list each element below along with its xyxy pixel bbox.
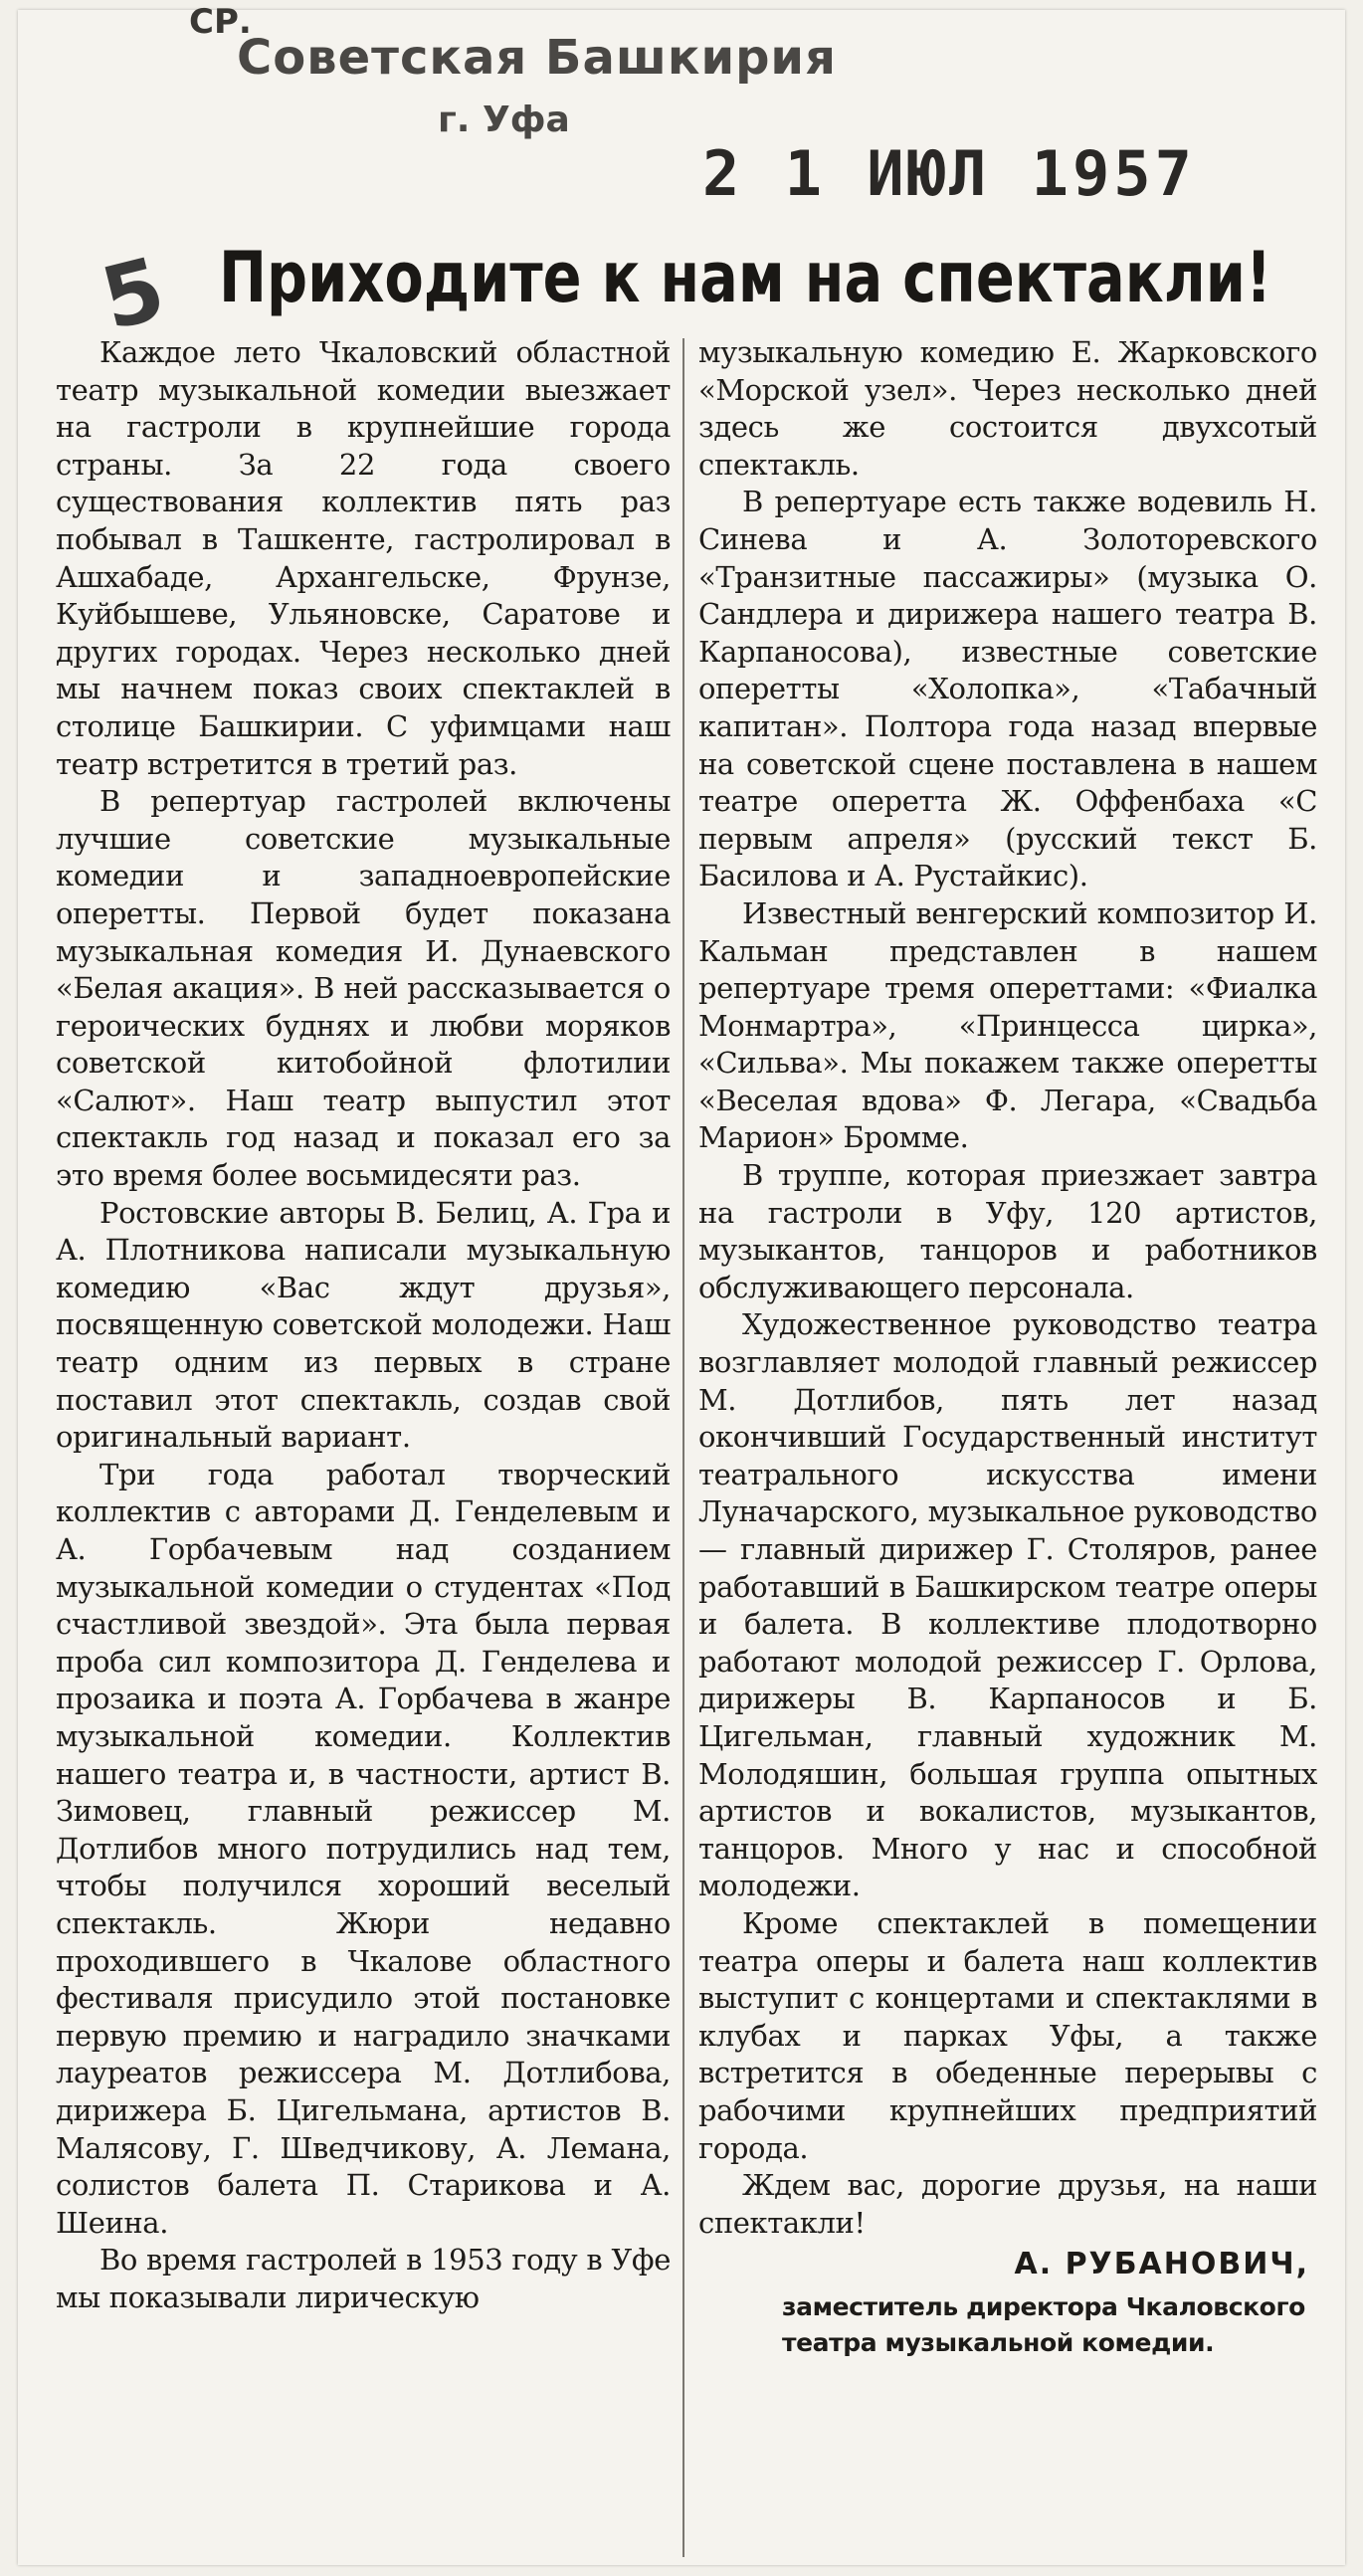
author-name: А. РУБАНОВИЧ, [1014,2247,1309,2282]
right-column [698,334,1317,2361]
paragraph-continuation: музыкальную комедию Е. Жарковского «Морской узел». Через несколько дней здесь же состоится двухсотый спектакль. [698,335,1317,482]
paragraph: Художественное руководство театра возглавляет молодой главный режиссер М. Дотлибов, пять лет назад окончивший Государственный институт театрального искусства имени Луначарского, музыкальное руководство — главный дирижер Г. Столяров, ранее работавший в Башкирском театре оперы и балета. В коллективе плодотворно работают молодой режиссер Г. Орлова, дирижеры В. Карпаносов и Б. Цигельман, главный художник М. Молодяшин, большая группа опытных артистов и вокалистов, музыкантов, танцоров. Много у нас и способной молодежи. [698,1307,1317,1903]
date-stamp: 2 1 ИЮЛ 1957 [702,137,1196,210]
paragraph: В труппе, которая приезжает завтра на гастроли в Уфу, 120 артистов, музыкантов, танцоров и работников обслуживающего персонала. [698,1158,1317,1304]
column-divider [682,338,684,2557]
paragraph: В репертуар гастролей включены лучшие советские музыкальные комедии и западноевропейские оперетты. Первой будет показана музыкальная комедия И. Дунаевского «Белая акация». В ней рассказывается о героических буднях и любви моряков советской китобойной флотилии «Салют». Наш театр выпустил этот спектакль год назад и показал его за это время более восьмидесяти раз. [56,784,671,1193]
paragraph: Три года работал творческий коллектив с авторами Д. Генделевым и А. Горбачевым над созданием музыкальной комедии о студентах «Под счастливой звездой». Эта была первая проба сил композитора Д. Генделева и прозаика и поэта А. Горбачева в жанре музыкальной комедии. Коллектив нашего театра и, в частности, артист В. Зимовец, главный режиссер М. Дотлибов много потрудились над тем, чтобы получился хороший веселый спектакль. Жюри недавно проходившего в Чкалове областного фестиваля присудило этой постановке первую премию и наградило значками лауреатов режиссера М. Дотлибова, дирижера Б. Цигельмана, артистов В. Малясову, Г. Шведчикову, А. Лемана, солистов балета П. Старикова и А. Шеина. [56,1457,671,2240]
author-title: заместитель директора Чкаловского театра музыкальной комедии. [782,2291,1305,2357]
newspaper-name-stamp: Советская Башкирия [237,30,837,86]
paragraph: Во время гастролей в 1953 году в Уфе мы показывали лирическую [56,2243,671,2314]
handwritten-mark: 5 [92,239,175,350]
paragraph: Каждое лето Чкаловский областной театр музыкальной комедии выезжает на гастроли в крупнейшие города страны. За 22 года своего существования коллектив пять раз побывал в Ташкенте, гастролировал в Ашхабаде, Архангельске, Фрунзе, Куйбышеве, Ульяновске, Саратове и других городах. Через несколько дней мы начнем показ своих спектаклей в столице Башкирии. С уфимцами наш театр встретится в третий раз. [56,335,671,781]
left-column [56,334,671,2316]
paragraph: В репертуаре есть также водевиль Н. Синева и А. Золоторевского «Транзитные пассажиры» (музыка О. Сандлера и дирижера нашего театра В. Карпаносова), известные советские оперетты «Холопка», «Табачный капитан». Полтора года назад впервые на советской сцене поставлена в нашем театре оперетта Ж. Оффенбаха «С первым апреля» (русский текст Б. Басилова и А. Рустайкис). [698,485,1317,893]
city-stamp: г. Уфа [438,99,570,140]
paragraph: Ростовские авторы В. Белиц, А. Гра и А. Плотникова написали музыкальную комедию «Вас ждут друзья», посвященную советской молодежи. Наш театр одним из первых в стране поставил этот спектакль, создав свой оригинальный вариант. [56,1195,671,1455]
article-headline: Приходите к нам на спектакли! [219,237,1272,318]
paragraph: Кроме спектаклей в помещении театра оперы и балета наш коллектив выступит с концертами и спектаклями в клубах и парках Уфы, а также встретится в обеденные перерывы с рабочими крупнейших предприятий города. [698,1905,1317,2165]
reference-mark: СР. [189,2,252,42]
paragraph: Известный венгерский композитор И. Кальман представлен в нашем репертуаре тремя опереттами: «Фиалка Монмартра», «Принцесса цирка», «Сильва». Мы покажем также оперетты «Веселая вдова» Ф. Легара, «Свадьба Марион» Бромме. [698,895,1317,1155]
paragraph: Ждем вас, дорогие друзья, на наши спектакли! [698,2168,1317,2240]
